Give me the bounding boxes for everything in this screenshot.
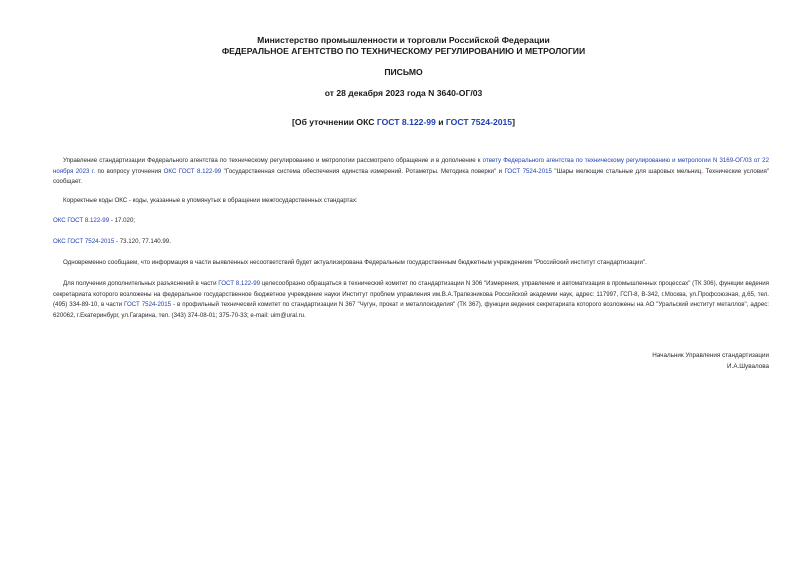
paragraph-code-7524 bbox=[53, 237, 171, 248]
intro-text-4: "Шары мелющие стальные для шаровых мельниц. Технические условия" сообщает. bbox=[53, 167, 770, 186]
link-oks-gost-8-122-99-code[interactable]: ОКС ГОСТ 8.122-99 bbox=[53, 217, 110, 224]
codes-text: Корректные коды ОКС - коды, указанные в упомянутых в обращении межгосударственных стандартах: bbox=[63, 197, 358, 204]
subject-link-gost-8-122-99[interactable]: ГОСТ 8.122-99 bbox=[376, 117, 436, 127]
doc-type: ПИСЬМО bbox=[384, 67, 423, 77]
signature-name: И.А.Шувалова bbox=[727, 362, 769, 370]
intro-text-1: Управление стандартизации Федерального агентства по техническому регулированию и метрологии рассмотрело обращение и в дополнение к bbox=[63, 157, 483, 164]
link-previous-answer[interactable]: ответу Федерального агентства по техническому регулированию и метрологии N 3169-ОГ/03 от 22 ноября 2023 г. bbox=[53, 157, 769, 175]
paragraph-code-8-122 bbox=[53, 216, 135, 227]
paragraph-codes bbox=[53, 196, 358, 207]
contacts-text-3: - в профильный технический комитет по стандартизации N 367 "Чугун, прокат и металлоизделия" (ТК 367), функции ведения секретариата которого возложены на АО "Уральский институт металлов", адрес: 620062, г.Екатеринбург, ул.Гагарина, тел. (343) 374-08-01; 375-70-33; e-mail: uim@ural.ru. bbox=[53, 301, 770, 319]
ministry-title: Министерство промышленности и торговли Российской Федерации bbox=[257, 35, 550, 45]
contacts-text-2: целесообразно обращаться в технический комитет по стандартизации N 306 "Измерения, управление и автоматизация в промышленных процессах" (ТК 306), функции ведения секретариата которого возложены на федеральное государственное бюджетное учреждение науки Институт проблем управления им.В.А.Трапезникова Российской академии наук, адрес: 117997, ГСП-8, В-342, г.Москва, ул.Профсоюзная, д.65, тел. (495) 334-89-10, в части bbox=[53, 280, 769, 309]
code-8-122-value: - 17.020; bbox=[109, 217, 136, 224]
paragraph-intro bbox=[53, 156, 769, 188]
subject-prefix: [Об уточнении ОКС bbox=[292, 117, 377, 127]
doc-subject bbox=[0, 117, 807, 127]
signature-position: Начальник Управления стандартизации bbox=[652, 352, 769, 359]
doc-date: от 28 декабря 2023 года N 3640-ОГ/03 bbox=[324, 88, 483, 98]
paragraph-update-notice bbox=[53, 258, 647, 269]
signature-block bbox=[652, 351, 769, 372]
link-oks-gost-7524-2015-code[interactable]: ОКС ГОСТ 7524-2015 bbox=[53, 238, 115, 245]
link-gost-8-122-99-contacts[interactable]: ГОСТ 8.122-99 bbox=[218, 280, 261, 287]
link-gost-7524-2015[interactable]: ГОСТ 7524-2015 bbox=[504, 167, 552, 175]
contacts-text-1: Для получения дополнительных разъяснений в части bbox=[63, 280, 219, 287]
subject-mid: и bbox=[435, 117, 446, 127]
subject-link-gost-7524-2015[interactable]: ГОСТ 7524-2015 bbox=[445, 117, 513, 127]
code-7524-value: - 73.120, 77.140.99. bbox=[114, 238, 171, 245]
update-notice-text: Одновременно сообщаем, что информация в части выявленных несоответствий будет актуализирована Федеральным государственным бюджетным учреждением "Российский институт стандартизации". bbox=[63, 259, 647, 266]
agency-title: ФЕДЕРАЛЬНОЕ АГЕНТСТВО ПО ТЕХНИЧЕСКОМУ РЕГУЛИРОВАНИЮ И МЕТРОЛОГИИ bbox=[221, 46, 586, 56]
paragraph-contacts bbox=[53, 279, 769, 321]
intro-text-2: по вопросу уточнения bbox=[95, 167, 164, 175]
link-gost-7524-2015-contacts[interactable]: ГОСТ 7524-2015 bbox=[124, 301, 172, 309]
subject-suffix: ] bbox=[512, 117, 515, 127]
link-oks-gost-8-122-99[interactable]: ОКС ГОСТ 8.122-99 bbox=[163, 167, 222, 175]
intro-text-3: "Государственная система обеспечения единства измерений. Ротаметры. Методика поверки" и bbox=[221, 167, 505, 175]
